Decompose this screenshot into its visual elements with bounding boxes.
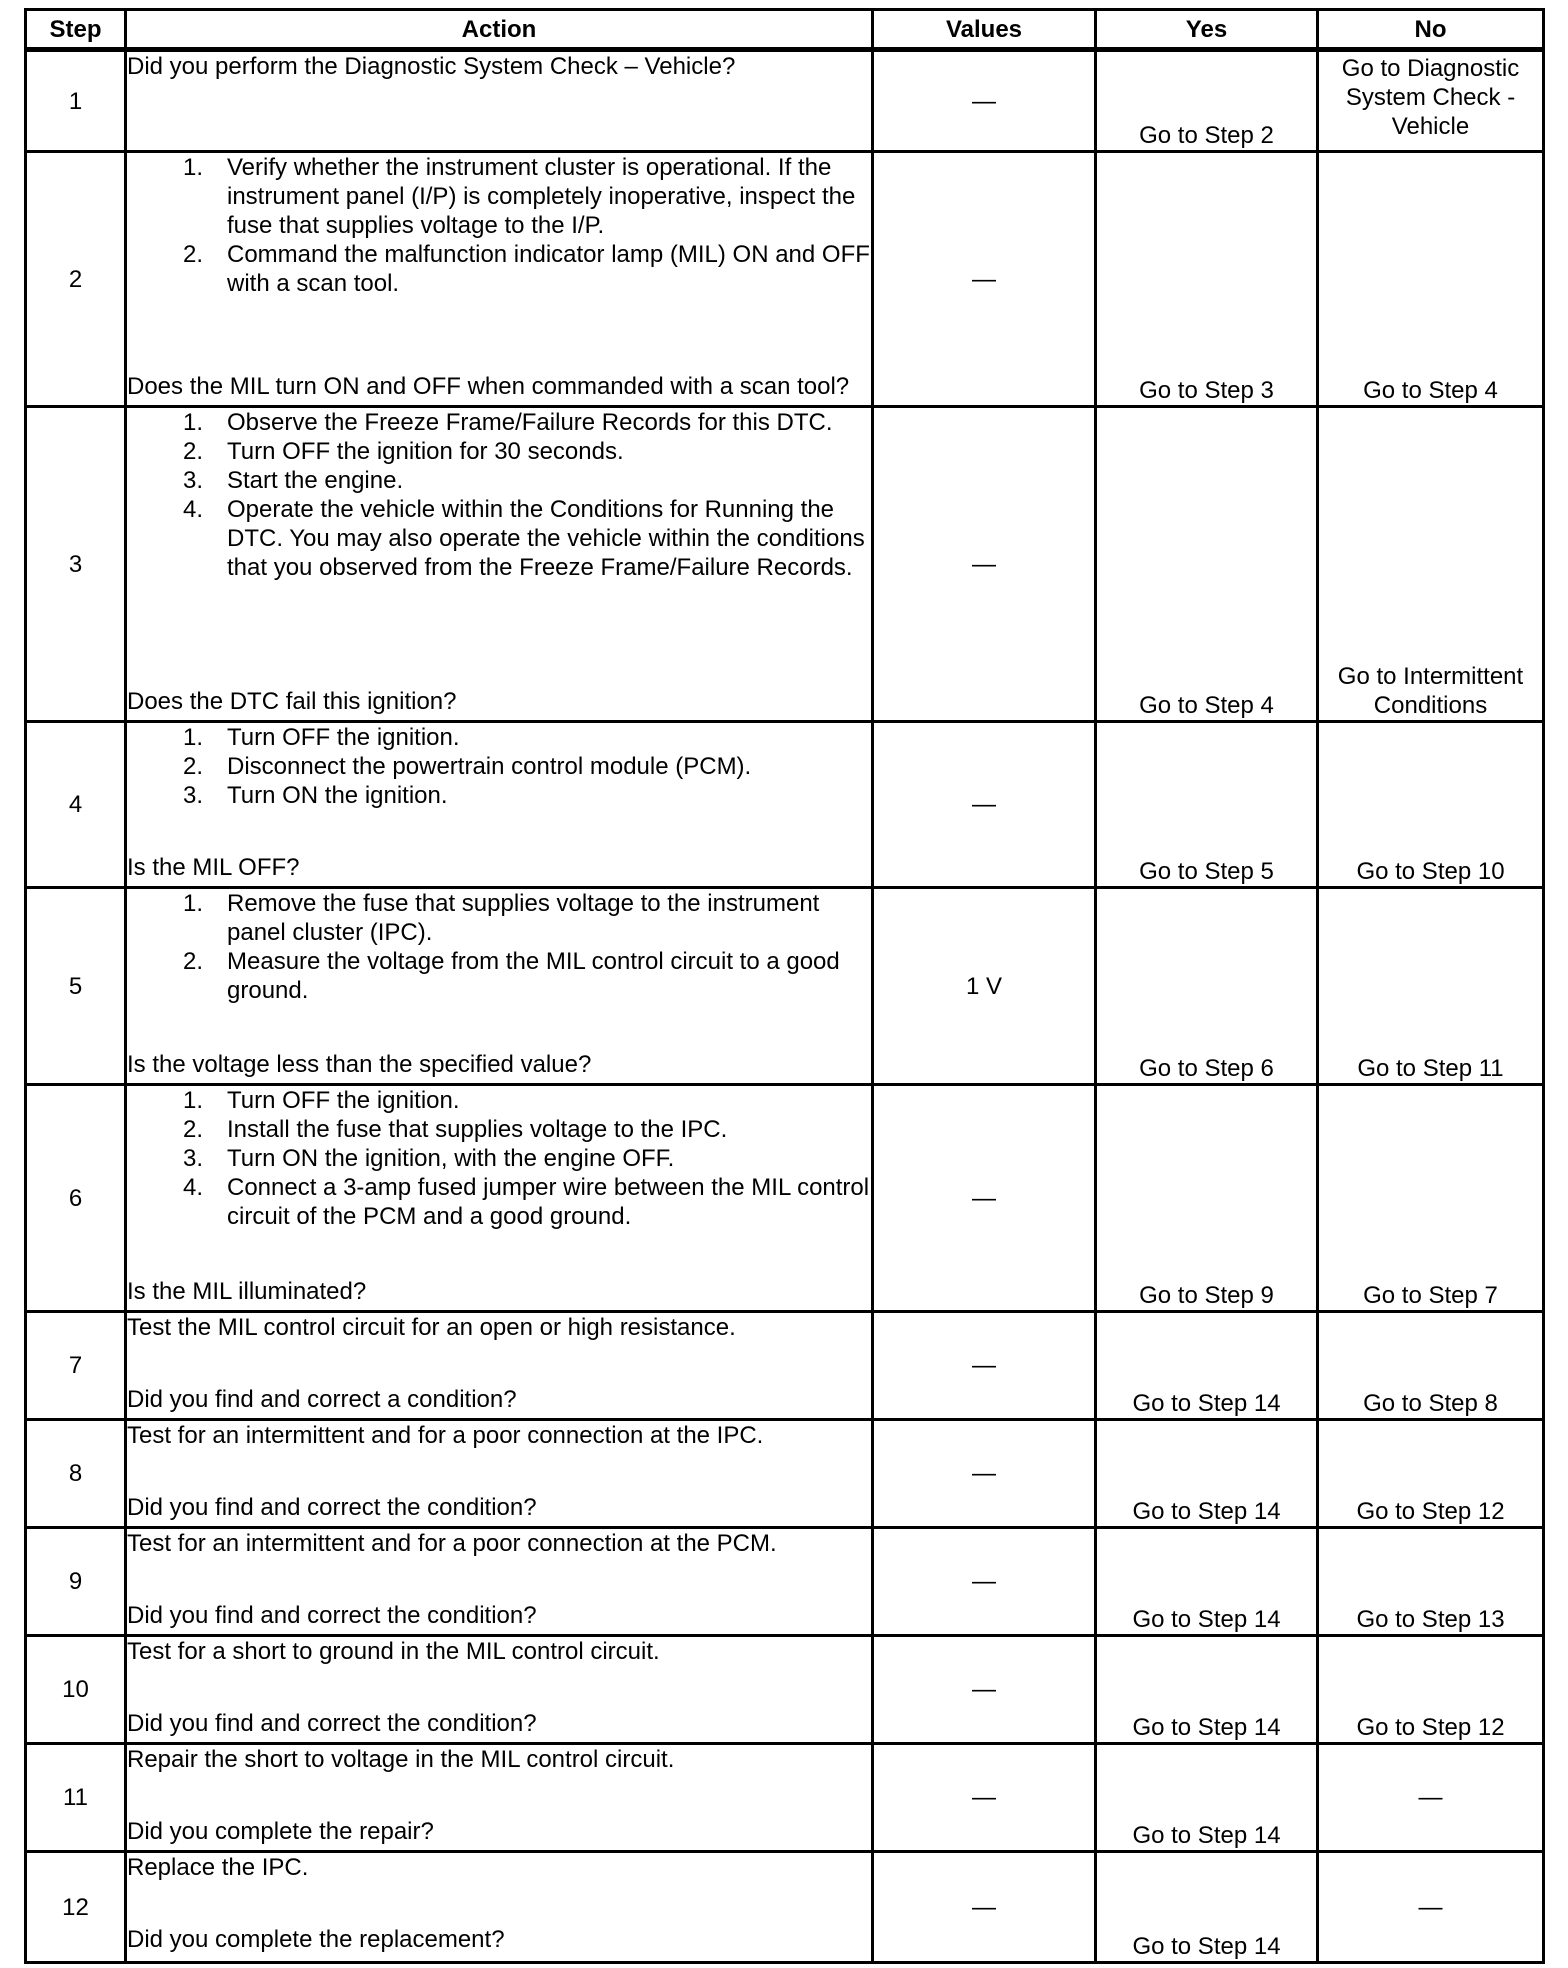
action-cell [127, 1853, 874, 1961]
action-intro: Replace the IPC. [127, 1854, 309, 1881]
action-step-text: Remove the fuse that supplies voltage to the instrument panel cluster (IPC). [227, 890, 820, 946]
action-step-text: Measure the voltage from the MIL control circuit to a good ground. [227, 948, 840, 1004]
action-step-text: Turn OFF the ignition. [227, 724, 460, 751]
action-cell [127, 1086, 874, 1313]
action-content [127, 408, 871, 716]
action-step-text: Turn ON the ignition, with the engine OFF. [227, 1145, 675, 1172]
header-no: No [1319, 11, 1542, 52]
action-step-item [183, 781, 871, 810]
step-number: 10 [27, 1637, 127, 1745]
yes-cell: Go to Step 6 [1097, 889, 1319, 1086]
action-content [127, 1421, 871, 1522]
action-intro: Test for a short to ground in the MIL control circuit. [127, 1638, 660, 1665]
action-content [127, 723, 871, 882]
step-number: 2 [27, 153, 127, 408]
action-intro: Repair the short to voltage in the MIL control circuit. [127, 1746, 675, 1773]
table-row [27, 1529, 1542, 1637]
yes-cell: Go to Step 9 [1097, 1086, 1319, 1313]
yes-cell: Go to Step 14 [1097, 1529, 1319, 1637]
table-row [27, 1745, 1542, 1853]
action-step-text: Observe the Freeze Frame/Failure Records for this DTC. [227, 409, 833, 436]
no-cell: — [1319, 1745, 1542, 1853]
action-cell [127, 1637, 874, 1745]
action-content [127, 1853, 871, 1954]
table-row [27, 723, 1542, 889]
action-step-item [183, 240, 871, 298]
step-number: 3 [27, 408, 127, 723]
action-content [127, 52, 871, 146]
values-cell: — [874, 1745, 1097, 1853]
action-step-text: Install the fuse that supplies voltage to the IPC. [227, 1116, 728, 1143]
header-row [27, 11, 1542, 52]
no-cell: Go to Step 11 [1319, 889, 1542, 1086]
action-step-text: Start the engine. [227, 467, 404, 494]
action-question: Did you find and correct the condition? [127, 1494, 537, 1521]
table-row [27, 153, 1542, 408]
action-step-item [183, 1115, 871, 1144]
values-cell: — [874, 153, 1097, 408]
action-step-text: Disconnect the powertrain control module (PCM). [227, 753, 752, 780]
step-number: 11 [27, 1745, 127, 1853]
action-question: Did you complete the repair? [127, 1818, 434, 1845]
values-cell: — [874, 1853, 1097, 1961]
table-row [27, 1853, 1542, 1961]
action-steps [127, 1086, 871, 1231]
action-content [127, 1529, 871, 1630]
action-step-text: Connect a 3-amp fused jumper wire between the MIL control circuit of the PCM and a good ground. [227, 1174, 870, 1230]
action-cell [127, 1313, 874, 1421]
action-cell [127, 153, 874, 408]
no-cell: Go to Step 10 [1319, 723, 1542, 889]
no-cell: Go to Step 13 [1319, 1529, 1542, 1637]
yes-cell: Go to Step 14 [1097, 1313, 1319, 1421]
action-cell [127, 1529, 874, 1637]
values-cell: — [874, 723, 1097, 889]
step-number: 7 [27, 1313, 127, 1421]
values-cell: — [874, 408, 1097, 723]
yes-cell: Go to Step 14 [1097, 1853, 1319, 1961]
action-question: Is the voltage less than the specified value? [127, 1051, 592, 1078]
no-cell: Go to Diagnostic System Check - Vehicle [1319, 52, 1542, 153]
action-content [127, 1637, 871, 1738]
action-content [127, 153, 871, 401]
action-step-text: Operate the vehicle within the Conditions for Running the DTC. You may also operate the vehicle within the conditions that you observed from the Freeze Frame/Failure Records. [227, 496, 865, 581]
action-step-number: 1. [183, 1087, 204, 1114]
action-step-number: 1. [183, 890, 204, 917]
action-step-item [183, 466, 871, 495]
table-row [27, 1086, 1542, 1313]
action-step-number: 1. [183, 409, 204, 436]
action-content [127, 1745, 871, 1846]
header-values: Values [874, 11, 1097, 52]
step-number: 1 [27, 52, 127, 153]
action-step-number: 2. [183, 753, 204, 780]
diagnostic-table [24, 8, 1545, 1964]
yes-cell: Go to Step 14 [1097, 1637, 1319, 1745]
table-row [27, 1421, 1542, 1529]
action-step-text: Turn OFF the ignition for 30 seconds. [227, 438, 624, 465]
action-step-number: 2. [183, 438, 204, 465]
no-cell: Go to Step 12 [1319, 1421, 1542, 1529]
no-cell: Go to Intermittent Conditions [1319, 408, 1542, 723]
values-cell: — [874, 1529, 1097, 1637]
action-step-item [183, 723, 871, 752]
step-number: 8 [27, 1421, 127, 1529]
values-cell: — [874, 1421, 1097, 1529]
yes-cell: Go to Step 5 [1097, 723, 1319, 889]
yes-cell: Go to Step 4 [1097, 408, 1319, 723]
action-step-number: 1. [183, 724, 204, 751]
yes-cell: Go to Step 14 [1097, 1421, 1319, 1529]
action-step-text: Turn OFF the ignition. [227, 1087, 460, 1114]
action-question: Is the MIL illuminated? [127, 1278, 367, 1305]
action-step-number: 1. [183, 154, 204, 181]
action-question: Does the DTC fail this ignition? [127, 688, 457, 715]
action-question: Is the MIL OFF? [127, 854, 300, 881]
values-cell: — [874, 1086, 1097, 1313]
step-number: 9 [27, 1529, 127, 1637]
action-step-item [183, 495, 871, 582]
header-action: Action [127, 11, 874, 52]
action-step-item [183, 437, 871, 466]
action-content [127, 1313, 871, 1414]
table-row [27, 408, 1542, 723]
action-question: Did you complete the replacement? [127, 1926, 505, 1953]
action-step-item [183, 1144, 871, 1173]
action-step-number: 3. [183, 782, 204, 809]
action-step-item [183, 408, 871, 437]
action-step-item [183, 1086, 871, 1115]
action-steps [127, 153, 871, 298]
yes-cell: Go to Step 2 [1097, 52, 1319, 153]
action-cell [127, 1745, 874, 1853]
values-cell: — [874, 52, 1097, 153]
no-cell: Go to Step 12 [1319, 1637, 1542, 1745]
values-cell: — [874, 1313, 1097, 1421]
action-step-number: 2. [183, 948, 204, 975]
action-cell [127, 889, 874, 1086]
action-step-text: Command the malfunction indicator lamp (MIL) ON and OFF with a scan tool. [227, 241, 870, 297]
no-cell: Go to Step 4 [1319, 153, 1542, 408]
header-yes: Yes [1097, 11, 1319, 52]
action-step-item [183, 1173, 871, 1231]
action-step-number: 3. [183, 1145, 204, 1172]
step-number: 4 [27, 723, 127, 889]
action-steps [127, 408, 871, 582]
action-question: Did you find and correct a condition? [127, 1386, 517, 1413]
action-cell [127, 408, 874, 723]
header-step: Step [27, 11, 127, 52]
step-number: 12 [27, 1853, 127, 1961]
action-steps [127, 723, 871, 810]
action-content [127, 1086, 871, 1306]
action-intro: Test for an intermittent and for a poor connection at the PCM. [127, 1530, 777, 1557]
values-cell: — [874, 1637, 1097, 1745]
action-step-item [183, 889, 871, 947]
table-body [27, 52, 1542, 1961]
table-row [27, 52, 1542, 153]
action-step-item [183, 947, 871, 1005]
action-content [127, 889, 871, 1079]
action-step-number: 4. [183, 1174, 204, 1201]
action-step-text: Verify whether the instrument cluster is operational. If the instrument panel (I/P) is completely inoperative, inspect the fuse that supplies voltage to the I/P. [227, 154, 856, 239]
table-row [27, 1637, 1542, 1745]
action-cell [127, 1421, 874, 1529]
no-cell: Go to Step 8 [1319, 1313, 1542, 1421]
action-intro: Did you perform the Diagnostic System Check – Vehicle? [127, 53, 736, 80]
action-intro: Test for an intermittent and for a poor connection at the IPC. [127, 1422, 764, 1449]
action-step-text: Turn ON the ignition. [227, 782, 448, 809]
action-step-item [183, 153, 871, 240]
table-row [27, 889, 1542, 1086]
action-step-item [183, 752, 871, 781]
action-cell [127, 723, 874, 889]
action-steps [127, 889, 871, 1005]
no-cell: — [1418, 1893, 1443, 1921]
action-step-number: 2. [183, 1116, 204, 1143]
values-cell: 1 V [874, 889, 1097, 1086]
step-number: 5 [27, 889, 127, 1086]
action-step-number: 3. [183, 467, 204, 494]
action-question: Did you find and correct the condition? [127, 1710, 537, 1737]
yes-cell: Go to Step 14 [1097, 1745, 1319, 1853]
table-row [27, 1313, 1542, 1421]
yes-cell: Go to Step 3 [1097, 153, 1319, 408]
action-step-number: 2. [183, 241, 204, 268]
action-question: Did you find and correct the condition? [127, 1602, 537, 1629]
step-number: 6 [27, 1086, 127, 1313]
no-cell: Go to Step 7 [1319, 1086, 1542, 1313]
action-question: Does the MIL turn ON and OFF when commanded with a scan tool? [127, 373, 850, 400]
action-step-number: 4. [183, 496, 204, 523]
action-intro: Test the MIL control circuit for an open or high resistance. [127, 1314, 736, 1341]
action-cell [127, 52, 874, 153]
